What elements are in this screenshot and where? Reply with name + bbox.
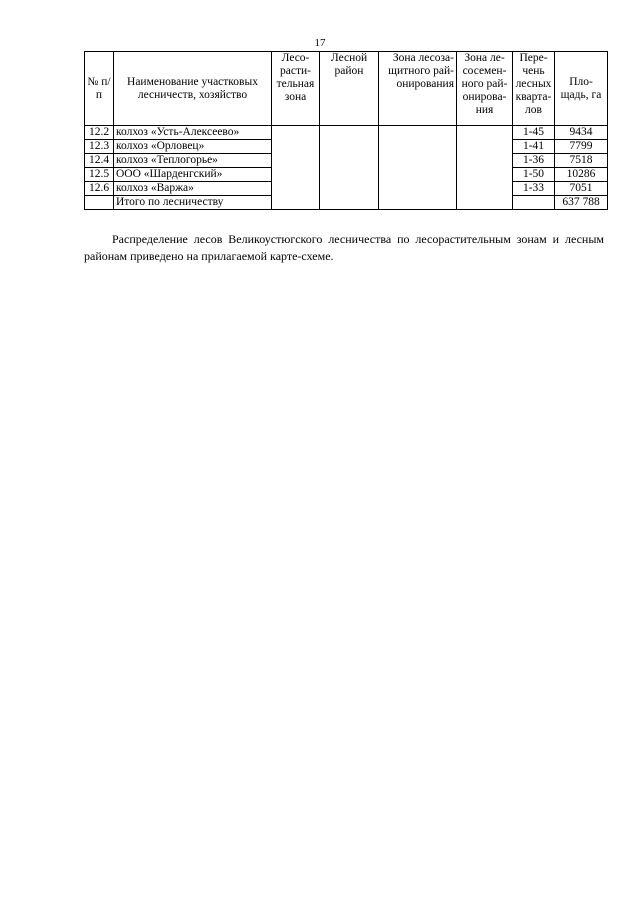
total-num-cell <box>85 196 114 210</box>
header-blocks: Пере-чень лесных кварта-лов <box>513 52 555 126</box>
header-zone: Лесо-расти-тельная зона <box>272 52 320 126</box>
row-area: 7051 <box>555 182 608 196</box>
total-blocks-cell <box>513 196 555 210</box>
row-blocks: 1-36 <box>513 154 555 168</box>
body-paragraph: Распределение лесов Великоустюгского лесничества по лесорастительным зонам и лесным районам приведено на прилагаемой карте-схеме. <box>84 232 604 263</box>
row-blocks: 1-33 <box>513 182 555 196</box>
row-num: 12.6 <box>85 182 114 196</box>
header-seed-zoning: Зона ле-сосемен-ного рай-онирова-ния <box>457 52 513 126</box>
zone-cell <box>272 126 320 210</box>
row-area: 10286 <box>555 168 608 182</box>
row-name: колхоз «Усть-Алексеево» <box>114 126 272 140</box>
row-name: колхоз «Теплогорье» <box>114 154 272 168</box>
header-region: Лесной район <box>320 52 379 126</box>
region-cell <box>320 126 379 210</box>
row-name: ООО «Шарденгский» <box>114 168 272 182</box>
table-header-row <box>85 52 608 126</box>
row-area: 7518 <box>555 154 608 168</box>
row-num: 12.3 <box>85 140 114 154</box>
page-number: 17 <box>314 37 326 49</box>
row-num: 12.2 <box>85 126 114 140</box>
row-num: 12.4 <box>85 154 114 168</box>
total-area: 637 788 <box>555 196 608 210</box>
row-blocks: 1-50 <box>513 168 555 182</box>
total-label: Итого по лесничеству <box>114 196 272 210</box>
header-area: Пло-щадь, га <box>555 52 608 126</box>
row-area: 9434 <box>555 126 608 140</box>
forestry-table <box>84 51 608 210</box>
header-protective-zoning: Зона лесоза-щитного рай-онирования <box>379 52 457 126</box>
row-name: колхоз «Орловец» <box>114 140 272 154</box>
protective-zoning-cell <box>379 126 457 210</box>
row-blocks: 1-41 <box>513 140 555 154</box>
table-row <box>85 126 608 140</box>
seed-zoning-cell <box>457 126 513 210</box>
header-num: № п/п <box>85 52 114 126</box>
row-blocks: 1-45 <box>513 126 555 140</box>
row-num: 12.5 <box>85 168 114 182</box>
row-name: колхоз «Варжа» <box>114 182 272 196</box>
header-name: Наименование участковых лесничеств, хозяйство <box>114 52 272 126</box>
row-area: 7799 <box>555 140 608 154</box>
